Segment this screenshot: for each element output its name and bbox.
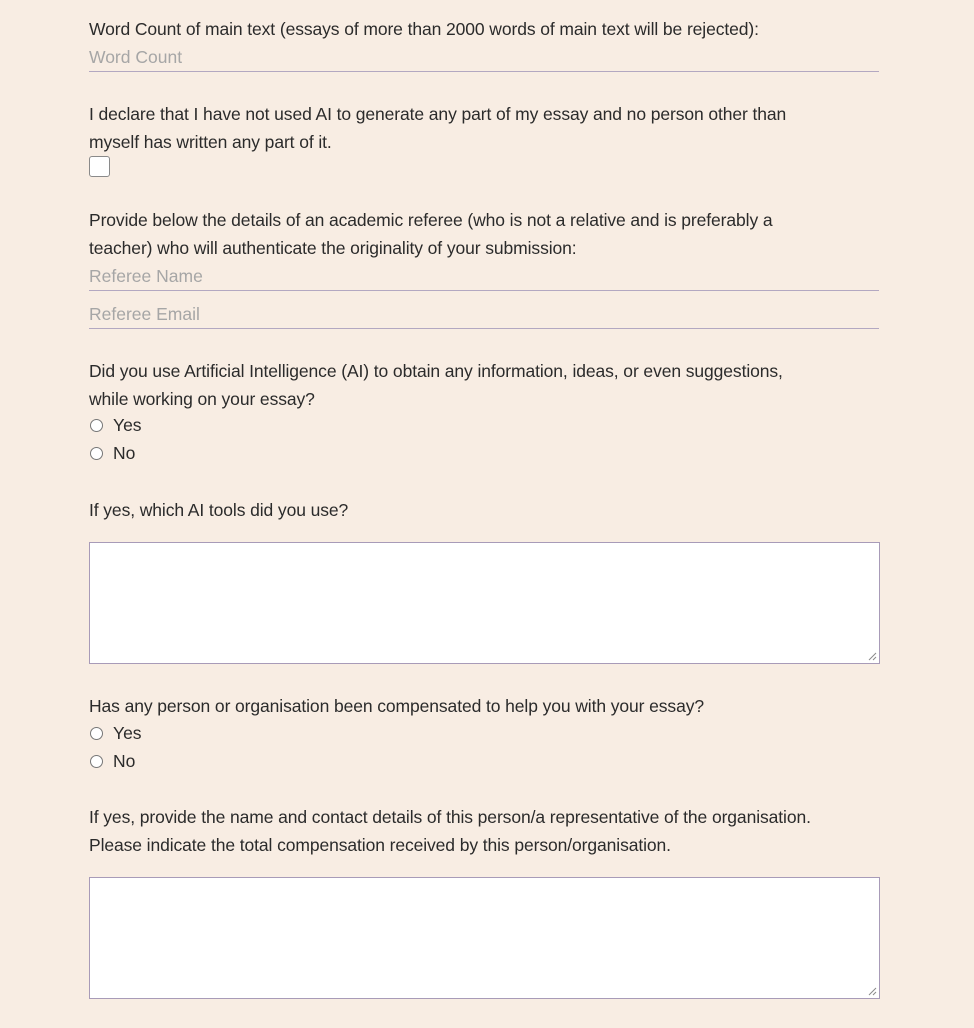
referee-email-input[interactable] <box>89 300 879 329</box>
ai-use-option-yes-label: Yes <box>113 414 142 435</box>
resize-grip-icon[interactable] <box>867 651 877 661</box>
referee-label <box>89 206 879 262</box>
ai-use-question <box>89 357 879 413</box>
declaration-text-line-2: myself has written any part of it. <box>89 132 332 152</box>
word-count-label: Word Count of main text (essays of more than 2000 words of main text will be rejected): <box>89 19 759 39</box>
word-count-input[interactable] <box>89 43 879 72</box>
radio-button[interactable] <box>90 447 103 460</box>
ai-use-option-yes[interactable] <box>89 413 142 437</box>
ai-use-option-no[interactable] <box>89 441 135 465</box>
radio-button[interactable] <box>90 755 103 768</box>
referee-label-line-2: teacher) who will authenticate the originality of your submission: <box>89 238 577 258</box>
compensation-details-textarea[interactable] <box>89 877 880 999</box>
compensation-option-no-label: No <box>113 750 136 771</box>
declaration-checkbox[interactable] <box>89 156 110 177</box>
referee-name-input[interactable] <box>89 262 879 291</box>
ai-use-question-line-2: while working on your essay? <box>89 389 315 409</box>
radio-button[interactable] <box>90 727 103 740</box>
compensation-option-yes-label: Yes <box>113 722 142 743</box>
ai-tools-label: If yes, which AI tools did you use? <box>89 500 349 520</box>
ai-use-question-line-1: Did you use Artificial Intelligence (AI) to obtain any information, ideas, or even suggestions, <box>89 361 783 381</box>
compensation-details-label-line-1: If yes, provide the name and contact details of this person/a representative of the organisation. <box>89 807 811 827</box>
ai-use-option-no-label: No <box>113 442 136 463</box>
referee-label-line-1: Provide below the details of an academic referee (who is not a relative and is preferably a <box>89 210 773 230</box>
radio-button[interactable] <box>90 419 103 432</box>
resize-grip-icon[interactable] <box>867 986 877 996</box>
compensation-option-no[interactable] <box>89 749 135 773</box>
declaration-text-line-1: I declare that I have not used AI to generate any part of my essay and no person other than <box>89 104 787 124</box>
compensation-option-yes[interactable] <box>89 721 142 745</box>
compensation-details-label <box>89 803 879 859</box>
ai-tools-textarea[interactable] <box>89 542 880 664</box>
compensation-question: Has any person or organisation been compensated to help you with your essay? <box>89 696 705 716</box>
compensation-details-label-line-2: Please indicate the total compensation received by this person/organisation. <box>89 835 671 855</box>
declaration-text <box>89 100 879 156</box>
